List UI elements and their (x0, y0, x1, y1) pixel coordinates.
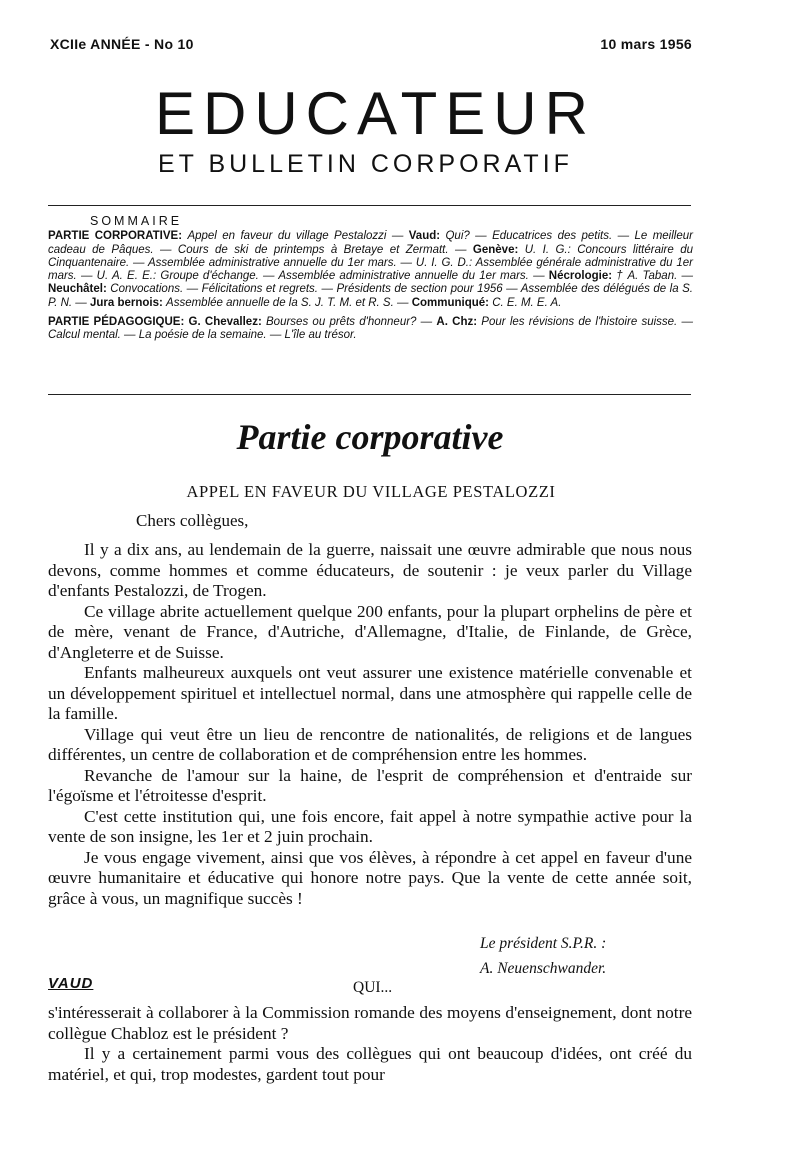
article-paragraph: Enfants malheureux auxquels ont veut assurer une existence matérielle convenable et un développement spirituel et intellectuel normal, dans une atmosphère qui rappelle celle de la famille. (48, 663, 692, 723)
article-paragraph: Ce village abrite actuellement quelque 200 enfants, pour la plupart orphelins de père et de mère, venant de France, d'Autriche, d'Allemagne, d'Italie, de Finlande, de Grèce, d'Angleterre et de Suisse. (48, 601, 692, 662)
article-title: APPEL EN FAVEUR DU VILLAGE PESTALOZZI (186, 482, 556, 501)
vaud-heading: QUI... (353, 979, 393, 996)
toc-entry: † A. Taban. — (616, 270, 694, 283)
issue-date: 10 mars 1956 (600, 36, 692, 52)
toc-entry: Convocations. — Félicitations et regrets. — Présidents de section pour 1956 — Assemblée des délégués de la S. P. N. — (48, 283, 693, 309)
vaud-paragraph: Il y a certainement parmi vous des collègues qui ont beaucoup d'idées, ont créé du matériel, et qui, trop modestes, gardent tout pour (48, 1044, 692, 1084)
masthead-subtitle: ET BULLETIN CORPORATIF (158, 150, 573, 178)
signature-role: Le président S.P.R. : (480, 935, 607, 952)
toc-heading: Neuchâtel: (48, 283, 111, 296)
vaud-section-label: VAUD (48, 975, 94, 992)
toc-corporative-label: PARTIE CORPORATIVE: (48, 230, 183, 243)
article-paragraph: Je vous engage vivement, ainsi que vos élèves, à répondre à cet appel en faveur d'une œuvre humanitaire et éducative qui honore notre pays. Que la vente de cette année soit, grâce à vous, un magnifique succès ! (48, 847, 692, 908)
toc-heading: Vaud: (408, 230, 446, 243)
divider-bottom (48, 394, 691, 395)
vaud-body (48, 1003, 692, 1085)
signature-name: A. Neuenschwander. (480, 960, 607, 977)
masthead-title: EDUCATEUR (155, 80, 596, 147)
article-paragraph: Village qui veut être un lieu de rencontre de nationalités, de religions et de langues différentes, un centre de collaboration et de compréhension entre les hommes. (48, 724, 692, 764)
toc-entry: Qui? — Educatrices des petits. — Le meilleur cadeau de Pâques. — Cours de ski de printemps à Bretaye et Zermatt. — (48, 230, 693, 256)
signature (480, 931, 606, 981)
issue-number: XCIIe ANNÉE - No 10 (50, 36, 194, 52)
article-body (48, 540, 692, 909)
toc-entry: Pour les révisions de l'histoire suisse. — Calcul mental. — La poésie de la semaine. — L'île au trésor. (48, 316, 693, 342)
toc-corporative (48, 230, 693, 310)
toc-entry: U. I. G.: Concours littéraire du Cinquantenaire. — Assemblée administrative annuelle du 1er mars. — U. I. G. D.: Assemblée générale administrative du 1er mars. — U. A. E. E.: Groupe d'échange. — Assemblée administrative annuelle du 1er mars. — (48, 243, 693, 283)
article-paragraph: Il y a dix ans, au lendemain de la guerre, naissait une œuvre admirable que nous nous devons, comme hommes et comme éducateurs, de soutenir : je veux parler du Village d'enfants Pestalozzi, de Trogen. (48, 540, 692, 600)
table-of-contents (48, 215, 693, 343)
divider-top (48, 205, 691, 206)
toc-entry: Bourses ou prêts d'honneur? — (266, 316, 437, 329)
section-title: Partie corporative (236, 417, 504, 457)
toc-title: SOMMAIRE (90, 214, 183, 228)
toc-entry: Assemblée annuelle de la S. J. T. M. et R. S. — (166, 296, 412, 309)
toc-heading: G. Chevallez: (188, 316, 267, 329)
toc-entry: Appel en faveur du village Pestalozzi — (187, 230, 409, 243)
toc-heading: A. Chz: (436, 316, 482, 329)
toc-heading: Nécrologie: (548, 270, 617, 283)
toc-entry: C. E. M. E. A. (492, 296, 562, 309)
article-greeting: Chers collègues, (136, 511, 249, 530)
toc-heading: Jura bernois: (89, 296, 167, 309)
vaud-paragraph: s'intéresserait à collaborer à la Commission romande des moyens d'enseignement, dont notre collègue Chabloz est le président ? (48, 1003, 692, 1043)
article-paragraph: Revanche de l'amour sur la haine, de l'esprit de compréhension et d'entraide sur l'égoïsme et l'étroitesse d'esprit. (48, 765, 692, 805)
toc-pedagogique (48, 316, 693, 343)
toc-heading: Genève: (472, 243, 525, 256)
toc-pedagogique-label: PARTIE PÉDAGOGIQUE: (48, 316, 185, 329)
article-paragraph: C'est cette institution qui, une fois encore, fait appel à notre sympathie active pour la vente de son insigne, les 1er et 2 juin prochain. (48, 806, 692, 846)
toc-heading: Communiqué: (411, 296, 493, 309)
